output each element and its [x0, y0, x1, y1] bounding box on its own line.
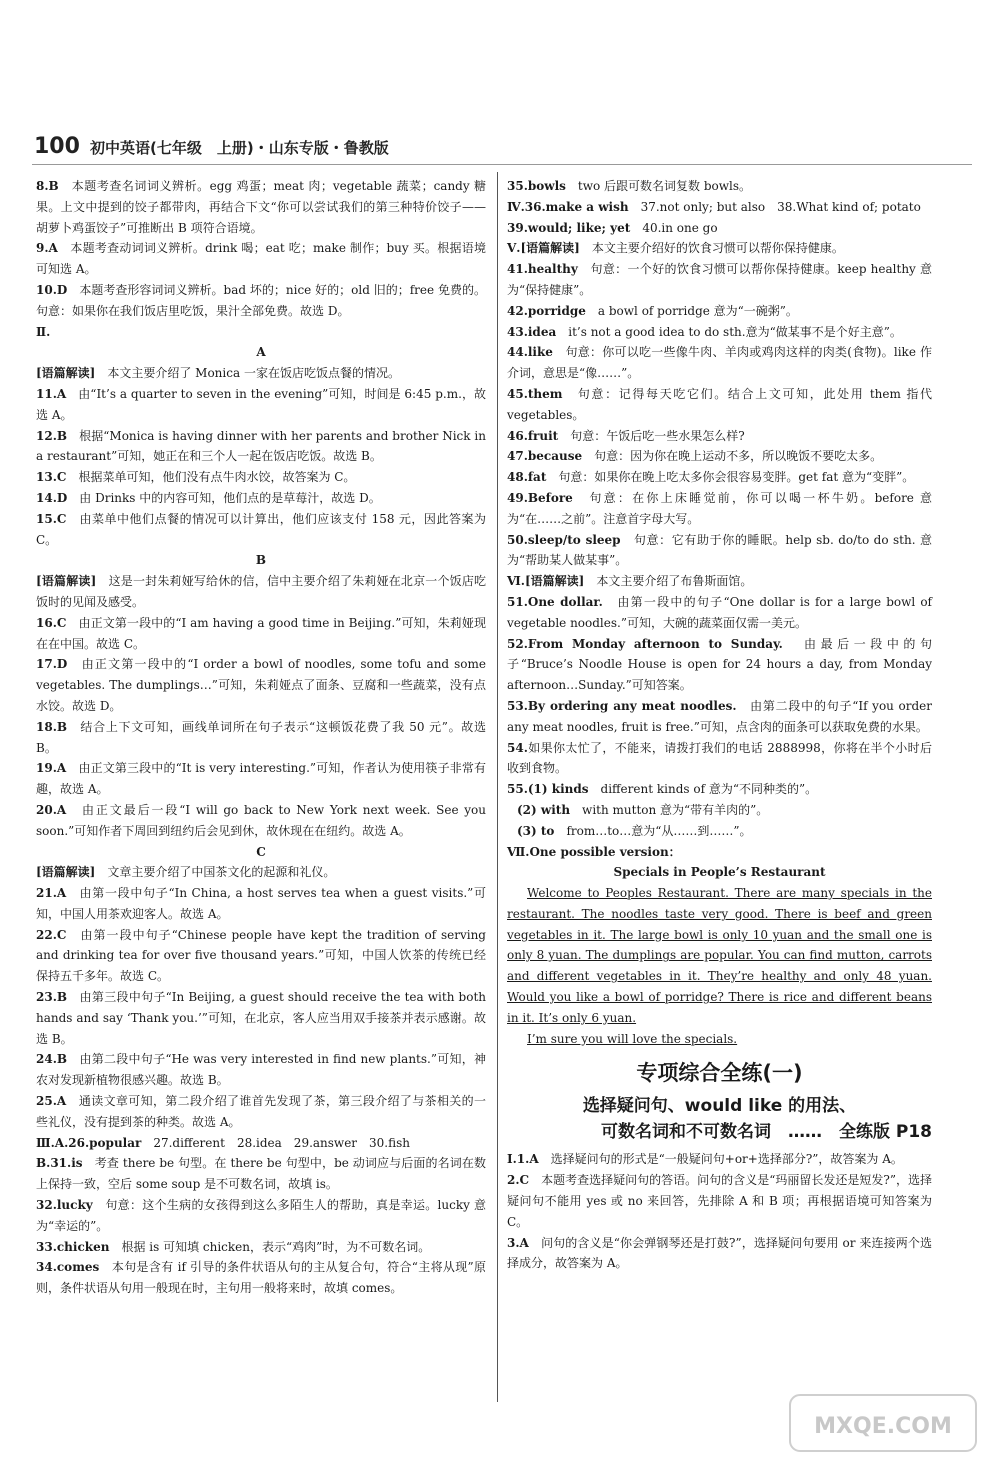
answer-number: 22.C: [36, 927, 67, 942]
answer-number: 53.By ordering any meat noodles.: [507, 698, 737, 713]
answer-number: Ⅰ.1.A: [507, 1152, 539, 1167]
page-number: 100: [34, 134, 80, 159]
answer-item: [507, 197, 932, 218]
answer-number: 10.D: [36, 282, 68, 297]
answer-item: [507, 446, 932, 467]
answer-item: [507, 426, 932, 447]
answer-number: 3.A: [507, 1235, 529, 1250]
answer-text: 句意：因为你在晚上运动不多，所以晚饭不要吃太多。: [582, 449, 883, 464]
answer-number: 15.C: [36, 511, 67, 526]
answer-text: 结合上下文可知，画线单词所在句子表示“这顿饭花费了我 50 元”。故选 B。: [36, 719, 486, 755]
answer-text: 由第一段中句子“In China, a host serves tea when a guest visits.”可知，中国人用茶欢迎客人。故选 A。: [36, 886, 486, 921]
answer-text: 由第二段中句子“He was very interested in find new plants.”可知，神农对发现新植物很感兴趣。故选 B。: [36, 1052, 486, 1088]
answer-text: 根据菜单可知，他们没有点牛肉水饺，故答案为 C。: [66, 470, 356, 485]
column-divider: [497, 172, 498, 1402]
essay-closing: I’m sure you will love the specials.: [527, 1031, 738, 1046]
answer-text: 本题考查形容词词义辨析。bad 坏的；nice 好的；old 旧的；free 免费的。句意：如果你在我们饭店里吃饭，果汁全部免费。故选 D。: [36, 282, 486, 318]
answer-number: B.31.is: [36, 1156, 83, 1171]
answer-number: 48.fat: [507, 470, 547, 485]
answer-text: from…to…意为“从……到……”。: [554, 823, 752, 838]
answer-number: 49.Before: [507, 490, 573, 505]
answer-item: [507, 384, 932, 426]
answer-item: [507, 238, 932, 259]
special-subtitle: 选择疑问句、would like 的用法、: [582, 1096, 857, 1117]
answer-item: [36, 238, 486, 280]
answer-number: 33.chicken: [36, 1239, 110, 1254]
answer-text: 考查 there be 句型。在 there be 句型中，be 动词应与后面的名词在数上保持一致，空后 some soup 是不可数名词，故填 is。: [36, 1156, 486, 1192]
answer-text: different kinds of 意为“不同种类的”。: [588, 782, 818, 797]
answer-item: [36, 1133, 486, 1154]
header-rule: [32, 164, 972, 165]
answer-number: 35.bowls: [507, 179, 566, 193]
answer-number: 21.A: [36, 886, 67, 901]
page-title: 初中英语(七年级 上册)・山东专版・鲁教版: [90, 139, 389, 157]
section-label: A: [256, 345, 266, 360]
answer-item: [507, 467, 932, 488]
answer-text: 本题考查选择疑问句的答语。问句的含义是“玛丽留长发还是短发?”，选择疑问句不能用 yes 或 no 来回答，先排除 A 和 B 项；再根据语境可知答案为 C。: [507, 1173, 932, 1229]
essay-body: Welcome to Peoples Restaurant. There are many specials in the restaurant. The noodles taste very good. There is beef and green vegetables in it. The large bowl is only 10 yuan and the small one is only 8 yuan. The dumplings are popular. You can find mutton, carrots and different vegetables in it. They’re healthy and only 48 yuan. Would you like a bowl of porridge? There is rice and different beans in it. It’s only 6 yuan.: [507, 886, 932, 1025]
answer-number: 8.B: [36, 179, 59, 193]
answer-number: 24.B: [36, 1052, 68, 1067]
answer-number: 50.sleep/to sleep: [507, 532, 621, 547]
answer-item: [36, 509, 486, 551]
answer-item: [36, 717, 486, 759]
answer-text: 本题考查动词词义辨析。drink 喝；eat 吃；make 制作；buy 买。根据语境可知选 A。: [36, 241, 486, 277]
answer-number: 41.healthy: [507, 262, 578, 277]
answer-number: 16.C: [36, 615, 67, 630]
answer-number: 32.lucky: [36, 1198, 93, 1213]
answer-item: [507, 218, 932, 239]
essay-title: Specials in People’s Restaurant: [613, 865, 826, 880]
answer-text: 40.in one go: [630, 220, 718, 235]
answer-text: 37.not only; but also 38.What kind of; potato: [628, 199, 921, 214]
answer-item: [36, 1153, 486, 1195]
answer-text: 选择疑问句的形式是“一般疑问句+or+选择部分?”，故答案为 A。: [538, 1152, 903, 1167]
answer-item: [36, 800, 486, 842]
answer-text: 由“It’s a quarter to seven in the evening”可知，时间是 6:45 p.m.，故选 A。: [36, 386, 486, 422]
answer-text: 句意：在你上床睡觉前，你可以喝一杯牛奶。before 意为“在……之前”。注意首字母大写。: [507, 490, 932, 526]
answer-number: (2) with: [517, 802, 571, 817]
answer-number: 2.C: [507, 1173, 530, 1188]
answer-number: 46.fruit: [507, 428, 559, 443]
answer-number: 55.(1) kinds: [507, 782, 589, 797]
answer-text: 由最后一段中的句子“Bruce’s Noodle House is open for 24 hours a day, from Monday afternoon…Sunday.”可知答案。: [507, 636, 932, 693]
answer-item: [36, 654, 486, 716]
answer-text: 句意：如果你在晚上吃太多你会很容易变胖。get fat 意为“变胖”。: [546, 470, 915, 485]
answer-text: 由 Drinks 中的内容可知，他们点的是草莓汁，故选 D。: [67, 490, 381, 505]
answer-item: [36, 176, 486, 238]
answer-text: 本句是含有 if 引导的条件状语从句的主从复合句，符合“主将从现”原则，条件状语从句用一般现在时，主句用一般将来时，故填 comes。: [36, 1260, 486, 1296]
answer-number: 17.D: [36, 657, 68, 672]
answer-item: [36, 363, 486, 384]
answer-text: 本文主要介绍了 Monica 一家在饭店吃饭点餐的情况。: [95, 366, 400, 381]
answer-number: 9.A: [36, 241, 58, 256]
answer-text: 根据 is 可知填 chicken，表示“鸡肉”时，为不可数名词。: [109, 1239, 431, 1254]
answer-item: [36, 1257, 486, 1299]
special-title: 专项综合全练(一): [636, 1061, 803, 1086]
answer-number: Ⅳ.36.make a wish: [507, 199, 629, 214]
answer-number: Ⅲ.A.26.popular: [36, 1135, 142, 1150]
answer-item: [36, 384, 486, 426]
answer-item: [507, 322, 932, 343]
answer-item: [507, 530, 932, 572]
answer-number: 14.D: [36, 490, 68, 505]
answer-item: [36, 488, 486, 509]
answer-item: [507, 696, 932, 738]
answer-item: [507, 571, 932, 592]
answer-item: [36, 1195, 486, 1237]
watermark-logo: [788, 1393, 978, 1453]
answer-number: 44.like: [507, 345, 553, 360]
answer-item: [507, 259, 932, 301]
answer-item: [36, 613, 486, 655]
answer-number: 25.A: [36, 1094, 67, 1109]
right-column: [507, 176, 932, 1274]
answer-text: 本文主要介绍了布鲁斯面馆。: [584, 574, 753, 589]
answer-text: 由第三段中句子“In Beijing, a guest should receive the tea with both hands and say ‘Thank you.’”可知，在北京，客人应当用双手接茶并表示感谢。故选 B。: [36, 990, 486, 1046]
answer-number: 42.porridge: [507, 303, 586, 318]
sample-essay: [507, 862, 932, 1049]
answer-text: 由正文第三段中的“It is very interesting.”可知，作者认为使用筷子非常有趣，故选 A。: [36, 761, 486, 797]
answer-text: 问句的含义是“你会弹钢琴还是打鼓?”，选择疑问句要用 or 来连接两个选择成分，故答案为 A。: [507, 1235, 932, 1271]
answer-item: [507, 1149, 932, 1170]
answer-text: 句意：午饭后吃一些水果怎么样?: [558, 428, 745, 443]
answer-text: it’s not a good idea to do sth.意为“做某事不是个好主意”。: [556, 324, 902, 339]
answer-number: [语篇解读]: [36, 366, 96, 381]
answer-text: 句意：记得每天吃它们。结合上文可知，此处用 them 指代 vegetables。: [507, 386, 932, 422]
answer-number: Ⅴ.[语篇解读]: [507, 241, 580, 256]
watermark-text: MXQE.COM: [814, 1414, 952, 1439]
answer-number: 52.From Monday afternoon to Sunday.: [507, 636, 783, 651]
left-column: [36, 176, 486, 1299]
answer-item: [36, 758, 486, 800]
answer-item: [36, 467, 486, 488]
answer-text: 由正文第一段中的“I am having a good time in Beijing.”可知，朱莉娅现在在中国。故选 C。: [36, 615, 486, 651]
answer-number: 45.them: [507, 386, 563, 401]
answer-text: 这是一封朱莉娅写给休的信，信中主要介绍了朱莉娅在北京一个饭店吃饭时的见闻及感受。: [36, 574, 486, 609]
answer-text: 由正文第一段中的“I order a bowl of noodles, some tofu and some vegetables. The dumplings…”可知，朱莉娅点了面条、豆腐和一些蔬菜，没有点水饺。故选 D。: [36, 657, 486, 713]
answer-number: 13.C: [36, 470, 67, 485]
answer-item: [36, 1091, 486, 1133]
answer-number: Ⅵ.[语篇解读]: [507, 574, 585, 589]
answer-item: [36, 862, 486, 883]
answer-text: 文章主要介绍了中国茶文化的起源和礼仪。: [95, 865, 336, 880]
answer-number: Ⅶ.One possible version：: [507, 844, 681, 859]
answer-number: 51.One dollar.: [507, 594, 603, 609]
answer-text: 由第一段中的句子“One dollar is for a large bowl of vegetable noodles.”可知，大碗的蔬菜面仅需一美元。: [507, 594, 932, 630]
answer-item: [507, 342, 932, 384]
answer-text: 本文主要介绍好的饮食习惯可以帮你保持健康。: [579, 241, 844, 256]
answer-text: 句意：这个生病的女孩得到这么多陌生人的帮助，真是幸运。lucky 意为“幸运的”。: [36, 1198, 486, 1233]
answer-number: 19.A: [36, 761, 67, 776]
answer-text: 句意：一个好的饮食习惯可以帮你保持健康。keep healthy 意为“保持健康”。: [507, 262, 932, 297]
special-section: [507, 1059, 932, 1274]
right-answers: [507, 176, 932, 862]
answer-text: 27.different 28.idea 29.answer 30.fish: [141, 1135, 411, 1150]
answer-number: 47.because: [507, 449, 583, 464]
answer-number: (3) to: [517, 823, 555, 838]
answer-item: [36, 322, 486, 343]
answer-number: 18.B: [36, 719, 68, 734]
answer-number: 39.would; like; yet: [507, 220, 631, 235]
answer-text: 通读文章可知，第二段介绍了谁首先发现了茶，第三段介绍了与茶相关的一些礼仪，没有提到茶的种类。故选 A。: [36, 1094, 486, 1129]
answer-text: 根据“Monica is having dinner with her parents and brother Nick in a restaurant”可知，她正在和三个人一起在饭店吃饭。故选 B。: [36, 428, 486, 464]
answer-item: [36, 925, 486, 987]
section-label: B: [255, 553, 267, 568]
answer-text: 由菜单中他们点餐的情况可以计算出，他们应该支付 158 元，因此答案为 C。: [36, 511, 486, 547]
answer-item: [507, 592, 932, 634]
answer-item: [507, 738, 932, 780]
answer-number: 11.A: [36, 386, 67, 401]
answer-text: 由第一段中句子“Chinese people have kept the tradition of serving and drinking tea for over five thousand years.”可知，中国人饮茶的传统已经保持五千多年。故选 C。: [36, 927, 486, 984]
answer-number: 34.comes: [36, 1260, 100, 1275]
answer-item: [507, 301, 932, 322]
answer-text: 句意：它有助于你的睡眠。help sb. do/to do sth. 意为“帮助某人做某事”。: [507, 532, 932, 568]
answer-item: [36, 1237, 486, 1258]
answer-number: 12.B: [36, 428, 68, 443]
answer-item: [507, 634, 932, 696]
answer-item: [36, 1049, 486, 1091]
answer-item: [507, 176, 932, 197]
answer-item: [507, 1170, 932, 1232]
answer-number: 43.idea: [507, 324, 557, 339]
answer-number: [语篇解读]: [36, 574, 97, 589]
answer-item: [507, 821, 932, 842]
answer-text: 如果你太忙了，不能来，请拨打我们的电话 2888998，你将在半个小时后收到食物。: [507, 740, 932, 776]
section-label: C: [256, 844, 266, 859]
answer-text: 本题考查名词词义辨析。egg 鸡蛋；meat 肉；vegetable 蔬菜；candy 糖果。上文中提到的饺子都带肉，再结合下文“你可以尝试我们的第三种特价饺子——胡萝卜鸡蛋饺子”可推断出 B 项符合语境。: [36, 179, 486, 235]
special-subtitle-2: 可数名词和不可数名词 …… 全练版 P18: [600, 1122, 932, 1143]
answer-item: [36, 571, 486, 613]
answer-text: with mutton 意为“带有羊肉的”。: [570, 802, 769, 817]
answer-text: 由第二段中的句子“If you order any meat noodles, fruit is free.”可知，点含肉的面条可以获取免费的水果。: [507, 698, 932, 734]
answer-item: [36, 883, 486, 925]
answer-number: 20.A: [36, 802, 67, 817]
answer-item: [36, 280, 486, 322]
answer-item: [507, 779, 932, 800]
answer-number: 23.B: [36, 990, 68, 1005]
answer-number: [语篇解读]: [36, 865, 96, 880]
answer-text: 句意：你可以吃一些像牛肉、羊肉或鸡肉这样的肉类(食物)。like 作介词，意思是“像……”。: [507, 345, 932, 381]
answer-text: 由正文最后一段“I will go back to New York next week. See you soon.”可知作者下周回到纽约后会见到休，故休现在在纽约。故选 A。: [36, 802, 486, 838]
answer-item: [507, 842, 932, 863]
answer-text: two 后跟可数名词复数 bowls。: [565, 179, 752, 193]
answer-text: a bowl of porridge 意为“一碗粥”。: [585, 303, 798, 318]
special-answers: [507, 1149, 932, 1274]
answer-number: Ⅱ.: [36, 324, 51, 339]
answer-item: [36, 426, 486, 468]
answer-item: [507, 800, 932, 821]
page-header: [22, 132, 982, 166]
answer-item: [36, 987, 486, 1049]
answer-item: [507, 1233, 932, 1275]
answer-number: 54.: [507, 740, 528, 755]
answer-item: [507, 488, 932, 530]
